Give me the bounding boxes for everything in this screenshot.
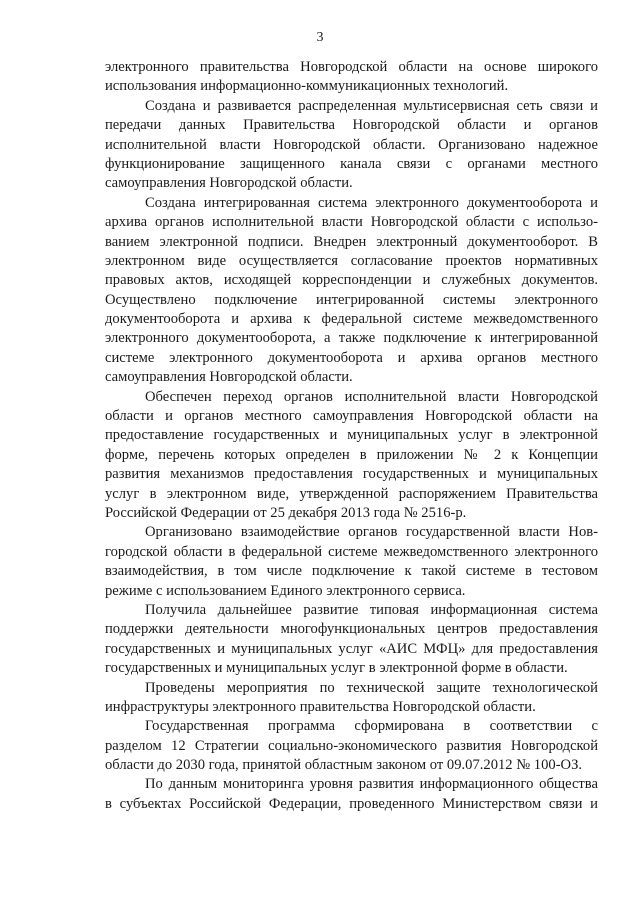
text-line: области до 2030 года, принятой областным законом от 09.07.2012 № 100-ОЗ. xyxy=(105,757,583,774)
text-line: ванием электронной подписи. Внедрен электронный документооборот. В xyxy=(105,233,598,250)
text-line: взаимодействия, в том числе подключение к такой системе в тестовом xyxy=(105,563,598,580)
text-line: самоуправления Новгородской области. xyxy=(105,175,353,192)
text-line: инфраструктуры электронного правительства Новгородской области. xyxy=(105,698,536,715)
text-line: Создана и развивается распределенная мультисервисная сеть связи и xyxy=(145,97,598,114)
text-line: Осуществлено подключение интегрированной системы электронного xyxy=(105,291,598,308)
text-line: документооборота и архива к федеральной системе межведомственного xyxy=(105,311,598,328)
text-line: электронном виде осуществляется согласование проектов нормативных xyxy=(105,252,598,269)
text-line: Получила дальнейшее развитие типовая информационная система xyxy=(145,601,598,618)
text-line: поддержки деятельности многофункциональных центров предоставления xyxy=(105,621,598,638)
text-line: Государственная программа сформирована в соответствии с xyxy=(145,718,598,735)
text-line: По данным мониторинга уровня развития информационного общества xyxy=(145,776,598,793)
text-line: разделом 12 Стратегии социально-экономического развития Новгородской xyxy=(105,737,598,754)
text-line: режиме с использованием Единого электронного сервиса. xyxy=(105,582,466,599)
text-line: функционирование защищенного канала связи с органами местного xyxy=(105,155,598,172)
text-line: в субъектах Российской Федерации, проведенного Министерством связи и xyxy=(105,795,598,812)
text-line: исполнительной власти Новгородской области. Организовано надежное xyxy=(105,136,598,153)
text-line: форме, перечень которых определен в приложении № 2 к Концепции xyxy=(105,446,598,463)
text-line: системе электронного документооборота и архива органов местного xyxy=(105,349,598,366)
page-number: 3 xyxy=(316,30,324,45)
text-line: передачи данных Правительства Новгородской области и органов xyxy=(105,117,598,134)
text-line: услуг в электронном виде, утвержденной распоряжением Правительства xyxy=(105,485,598,502)
text-line: предоставление государственных и муниципальных услуг в электронной xyxy=(105,427,598,444)
text-line: Российской Федерации от 25 декабря 2013 года № 2516-р. xyxy=(105,504,467,521)
text-line: электронного документооборота, а также подключение к интегрированной xyxy=(105,330,598,347)
text-line: электронного правительства Новгородской области на основе широкого xyxy=(105,59,598,75)
text-line: правовых актов, исходящей корреспонденции и служебных документов. xyxy=(105,272,598,289)
text-line: государственных и муниципальных услуг «АИС МФЦ» для предоставления xyxy=(105,640,598,657)
text-line: Проведены мероприятия по технической защите технологической xyxy=(145,679,598,696)
text-line: Обеспечен переход органов исполнительной власти Новгородской xyxy=(145,388,598,405)
text-line: использования информационно-коммуникационных технологий. xyxy=(105,78,509,95)
text-line: Организовано взаимодействие органов государственной власти Нов- xyxy=(145,524,598,541)
text-line: области и органов местного самоуправления Новгородской области на xyxy=(105,408,598,425)
text-line: Создана интегрированная система электронного документооборота и xyxy=(145,194,598,211)
text-line: архива органов исполнительной власти Новгородской области с использо- xyxy=(105,214,598,231)
body-text xyxy=(105,58,598,814)
text-line: развития механизмов предоставления государственных и муниципальных xyxy=(105,466,598,483)
text-line: государственных и муниципальных услуг в электронной форме в области. xyxy=(105,660,568,677)
text-line: городской области в федеральной системе межведомственного электронного xyxy=(105,543,598,560)
text-line: самоуправления Новгородской области. xyxy=(105,369,353,386)
